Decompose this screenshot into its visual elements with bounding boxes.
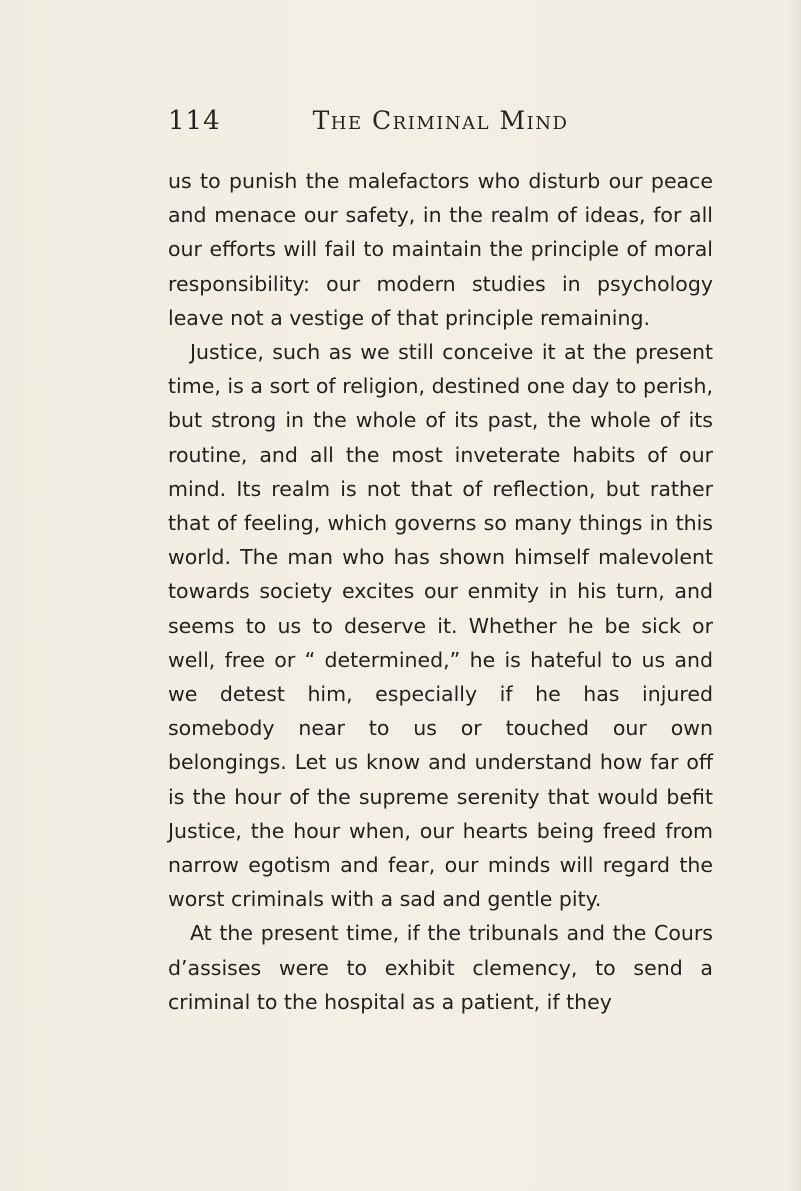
paragraph-present-time: At the present time, if the tribunals and the Cours d’assises were to exhibit clemency, to send a criminal to the hospital as a patient, if they [168,921,713,1014]
body-text [168,164,713,1019]
running-head [168,104,713,144]
page-number: 114 [168,106,221,136]
paragraph-justice: Justice, such as we still conceive it at the present time, is a sort of religion, destined one day to perish, but strong in the whole of its past, the whole of its routine, and all the most inveterate habits of our mind. Its realm is not that of reflection, but rather that of feeling, which governs so many things in this world. The man who has shown himself malevolent towards society excites our enmity in his turn, and seems to us to deserve it. Whether he be sick or well, free or “ determined,” he is hateful to us and we detest him, especially if he has injured somebody near to us or touched our own belongings. Let us know and understand how far off is the hour of the supreme serenity that would befit Justice, the hour when, our hearts being freed from narrow egotism and fear, our minds will regard the worst criminals with a sad and gentle pity. [168,340,713,912]
book-title: The Criminal Mind [312,106,569,135]
page-edge-shadow [787,0,801,1191]
paragraph-continued: us to punish the malefactors who disturb our peace and menace our safety, in the realm of ideas, for all our efforts will fail to maintain the principle of moral responsibility: our modern studies in psychology leave not a vestige of that principle remaining. [168,169,713,330]
